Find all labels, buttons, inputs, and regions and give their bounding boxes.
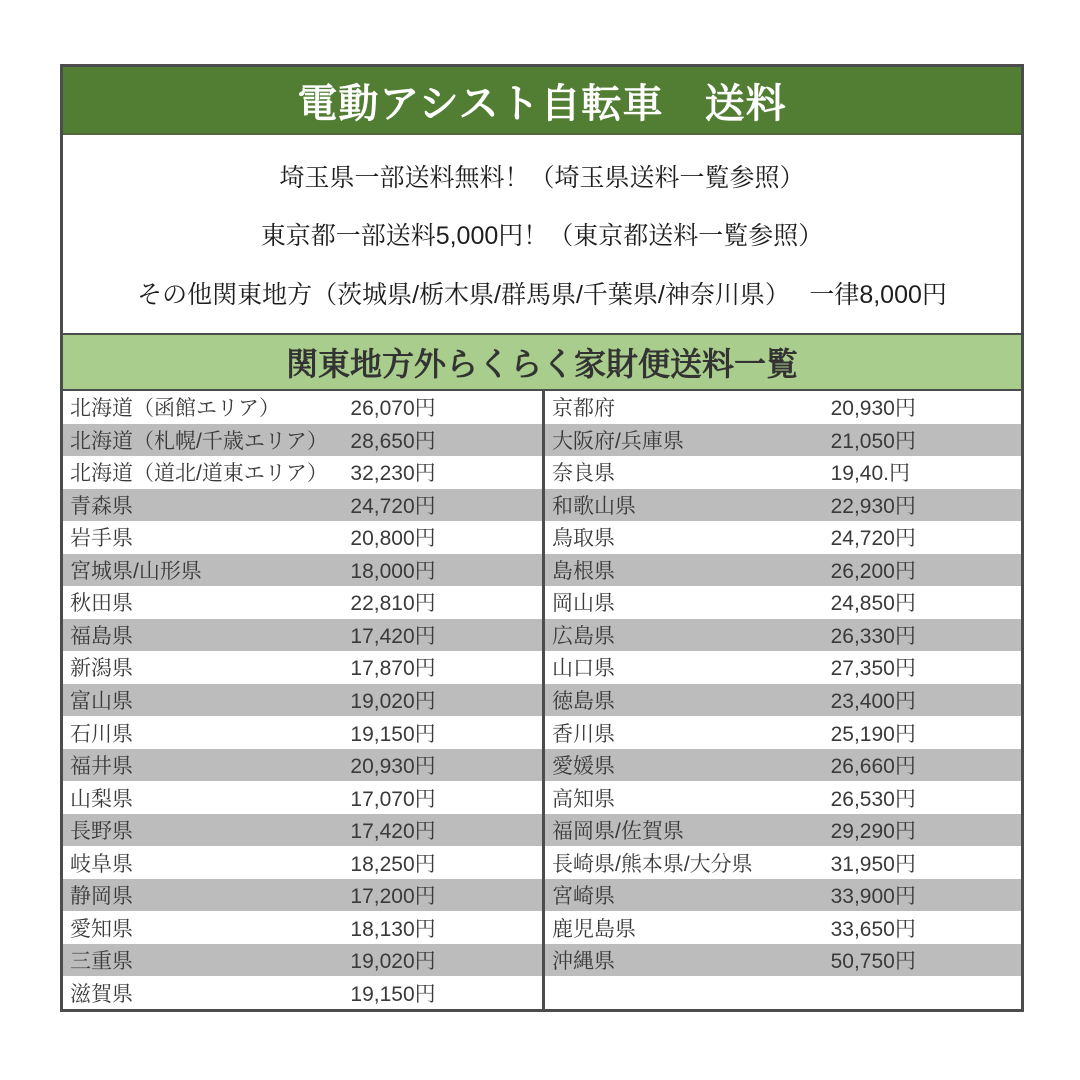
shipping-price: 24,720円 bbox=[350, 494, 436, 518]
page-title: 電動アシスト自転車 送料 bbox=[297, 81, 787, 126]
prefecture-name: 新潟県 bbox=[70, 657, 133, 681]
shipping-price: 21,050円 bbox=[830, 429, 916, 453]
prefecture-name: 愛媛県 bbox=[552, 755, 615, 779]
table-row bbox=[545, 944, 1021, 977]
table-row bbox=[63, 521, 542, 554]
table-row bbox=[545, 749, 1021, 782]
table-row bbox=[545, 456, 1021, 489]
shipping-price: 18,250円 bbox=[350, 852, 436, 876]
shipping-price: 17,870円 bbox=[350, 657, 436, 681]
table-row bbox=[545, 554, 1021, 587]
prefecture-name: 秋田県 bbox=[70, 592, 133, 616]
table-header-bar bbox=[63, 333, 1021, 391]
prefecture-name: 岩手県 bbox=[70, 527, 133, 551]
table-row bbox=[545, 911, 1021, 944]
table-row bbox=[63, 749, 542, 782]
notice-tokyo: 東京都一部送料5,000円！（東京都送料一覧参照） bbox=[260, 222, 824, 250]
shipping-price: 17,420円 bbox=[350, 624, 436, 648]
table-row bbox=[545, 814, 1021, 847]
shipping-price: 24,720円 bbox=[830, 527, 916, 551]
prefecture-name: 宮城県/山形県 bbox=[70, 559, 202, 583]
prefecture-name: 福岡県/佐賀県 bbox=[552, 820, 684, 844]
shipping-price: 26,660円 bbox=[830, 755, 916, 779]
shipping-price: 17,420円 bbox=[350, 820, 436, 844]
prefecture-name: 愛知県 bbox=[70, 917, 133, 941]
prefecture-name: 奈良県 bbox=[552, 462, 615, 486]
table-row bbox=[63, 781, 542, 814]
table-column-left bbox=[63, 391, 542, 1009]
table-row bbox=[63, 456, 542, 489]
prefecture-name: 北海道（函館エリア） bbox=[70, 397, 280, 421]
prefecture-name: 岡山県 bbox=[552, 592, 615, 616]
prefecture-name: 京都府 bbox=[552, 397, 615, 421]
table-row bbox=[545, 391, 1021, 424]
shipping-price: 19,150円 bbox=[350, 982, 436, 1006]
prefecture-name: 北海道（札幌/千歳エリア） bbox=[70, 429, 328, 453]
shipping-price: 50,750円 bbox=[830, 950, 916, 974]
shipping-price: 19,020円 bbox=[350, 950, 436, 974]
table-row bbox=[545, 521, 1021, 554]
shipping-price: 29,290円 bbox=[830, 820, 916, 844]
shipping-price: 23,400円 bbox=[830, 689, 916, 713]
prefecture-name: 山梨県 bbox=[70, 787, 133, 811]
prefecture-name: 大阪府/兵庫県 bbox=[552, 429, 684, 453]
shipping-price: 33,650円 bbox=[830, 917, 916, 941]
table-row bbox=[545, 424, 1021, 457]
shipping-price: 26,330円 bbox=[830, 624, 916, 648]
table-row bbox=[63, 391, 542, 424]
notice-section bbox=[63, 135, 1021, 333]
table-row bbox=[63, 976, 542, 1009]
shipping-price: 25,190円 bbox=[830, 722, 916, 746]
table-row bbox=[63, 944, 542, 977]
table-column-right bbox=[542, 391, 1021, 1009]
prefecture-name: 富山県 bbox=[70, 689, 133, 713]
prefecture-name: 香川県 bbox=[552, 722, 615, 746]
notice-other-kanto: その他関東地方（茨城県/栃木県/群馬県/千葉県/神奈川県） 一律8,000円 bbox=[137, 280, 947, 309]
table-row bbox=[545, 846, 1021, 879]
prefecture-name: 島根県 bbox=[552, 559, 615, 583]
table-row bbox=[545, 651, 1021, 684]
shipping-fee-table bbox=[63, 391, 1021, 1009]
table-row bbox=[545, 716, 1021, 749]
shipping-price: 19,40.円 bbox=[830, 462, 910, 486]
table-row bbox=[63, 651, 542, 684]
prefecture-name: 広島県 bbox=[552, 624, 615, 648]
table-row bbox=[63, 489, 542, 522]
table-row bbox=[63, 684, 542, 717]
shipping-price: 24,850円 bbox=[830, 592, 916, 616]
shipping-price: 19,150円 bbox=[350, 722, 436, 746]
table-row bbox=[63, 911, 542, 944]
prefecture-name: 和歌山県 bbox=[552, 494, 636, 518]
prefecture-name: 石川県 bbox=[70, 722, 133, 746]
prefecture-name: 長崎県/熊本県/大分県 bbox=[552, 852, 753, 876]
table-row bbox=[63, 554, 542, 587]
shipping-price: 26,070円 bbox=[350, 397, 436, 421]
shipping-price: 20,930円 bbox=[350, 755, 436, 779]
shipping-price: 22,810円 bbox=[350, 592, 436, 616]
shipping-price: 27,350円 bbox=[830, 657, 916, 681]
table-row bbox=[545, 586, 1021, 619]
prefecture-name: 高知県 bbox=[552, 787, 615, 811]
shipping-price: 31,950円 bbox=[830, 852, 916, 876]
prefecture-name: 山口県 bbox=[552, 657, 615, 681]
shipping-price: 20,930円 bbox=[830, 397, 916, 421]
prefecture-name: 静岡県 bbox=[70, 885, 133, 909]
prefecture-name: 福島県 bbox=[70, 624, 133, 648]
shipping-price: 18,130円 bbox=[350, 917, 436, 941]
prefecture-name: 沖縄県 bbox=[552, 950, 615, 974]
shipping-price: 28,650円 bbox=[350, 429, 436, 453]
table-row bbox=[545, 489, 1021, 522]
table-row bbox=[63, 879, 542, 912]
table-row bbox=[545, 684, 1021, 717]
table-row bbox=[545, 781, 1021, 814]
shipping-price: 19,020円 bbox=[350, 689, 436, 713]
main-header-bar bbox=[63, 67, 1021, 135]
table-row bbox=[63, 586, 542, 619]
shipping-price: 18,000円 bbox=[350, 559, 436, 583]
prefecture-name: 長野県 bbox=[70, 820, 133, 844]
table-row bbox=[63, 424, 542, 457]
prefecture-name: 三重県 bbox=[70, 950, 133, 974]
prefecture-name: 福井県 bbox=[70, 755, 133, 779]
prefecture-name: 北海道（道北/道東エリア） bbox=[70, 462, 328, 486]
shipping-price: 26,530円 bbox=[830, 787, 916, 811]
shipping-price: 17,200円 bbox=[350, 885, 436, 909]
prefecture-name: 宮崎県 bbox=[552, 885, 615, 909]
shipping-info-sheet bbox=[60, 64, 1024, 1012]
prefecture-name: 青森県 bbox=[70, 494, 133, 518]
shipping-price: 32,230円 bbox=[350, 462, 436, 486]
table-title: 関東地方外らくらく家財便送料一覧 bbox=[285, 346, 798, 382]
shipping-price: 33,900円 bbox=[830, 885, 916, 909]
notice-saitama: 埼玉県一部送料無料！（埼玉県送料一覧参照） bbox=[279, 163, 805, 192]
shipping-price: 20,800円 bbox=[350, 527, 436, 551]
shipping-price: 17,070円 bbox=[350, 787, 436, 811]
prefecture-name: 鳥取県 bbox=[552, 527, 615, 551]
table-row bbox=[63, 716, 542, 749]
table-row bbox=[545, 976, 1021, 1009]
table-row bbox=[63, 814, 542, 847]
table-row bbox=[63, 619, 542, 652]
prefecture-name: 鹿児島県 bbox=[552, 917, 636, 941]
prefecture-name: 徳島県 bbox=[552, 689, 615, 713]
prefecture-name: 岐阜県 bbox=[70, 852, 133, 876]
shipping-price: 26,200円 bbox=[830, 559, 916, 583]
table-row bbox=[545, 879, 1021, 912]
prefecture-name: 滋賀県 bbox=[70, 982, 133, 1006]
table-row bbox=[63, 846, 542, 879]
shipping-price: 22,930円 bbox=[830, 494, 916, 518]
table-row bbox=[545, 619, 1021, 652]
